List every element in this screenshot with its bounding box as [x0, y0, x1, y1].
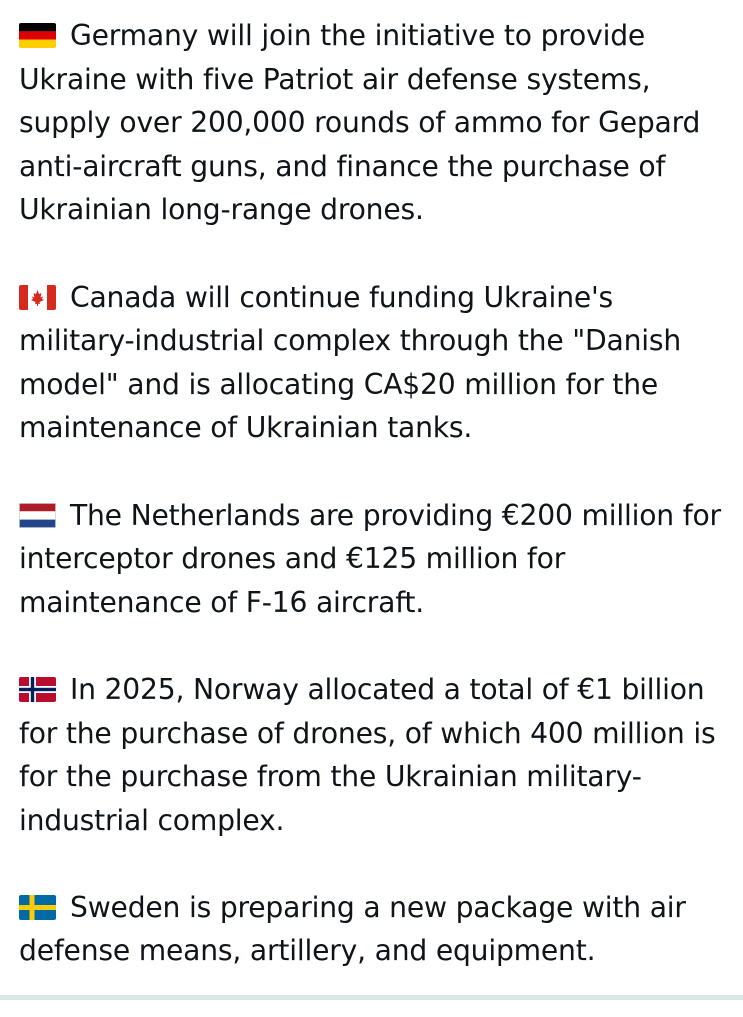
paragraph-text: In 2025, Norway allocated a total of €1 billion for the purchase of drones, of which 400 million is for the purchase from the Ukrainian military-industrial complex. — [19, 672, 716, 837]
paragraph-text: Germany will join the initiative to provide Ukraine with five Patriot air defense systems, supply over 200,000 rounds of ammo for Gepard anti-aircraft guns, and finance the purchase of Ukrainian long-range drones. — [19, 19, 701, 227]
paragraph-sweden — [19, 886, 734, 973]
paragraph-netherlands — [19, 494, 734, 625]
germany-flag-icon — [19, 23, 56, 48]
paragraph-norway — [19, 668, 734, 842]
netherlands-flag-icon — [19, 503, 56, 528]
paragraph-text: Sweden is preparing a new package with air defense means, artillery, and equipment. — [19, 890, 686, 968]
sweden-flag-icon — [19, 895, 56, 920]
paragraph-germany — [19, 14, 734, 232]
paragraph-canada — [19, 276, 734, 450]
post-body — [19, 14, 734, 1017]
norway-flag-icon — [19, 677, 56, 702]
paragraph-text: The Netherlands are providing €200 million for interceptor drones and €125 million for maintenance of F-16 aircraft. — [19, 498, 721, 619]
canada-flag-icon — [19, 285, 56, 310]
paragraph-text: Canada will continue funding Ukraine's military-industrial complex through the "Danish model" and is allocating CA$20 million for the maintenance of Ukrainian tanks. — [19, 280, 682, 445]
bottom-divider — [0, 995, 743, 1000]
